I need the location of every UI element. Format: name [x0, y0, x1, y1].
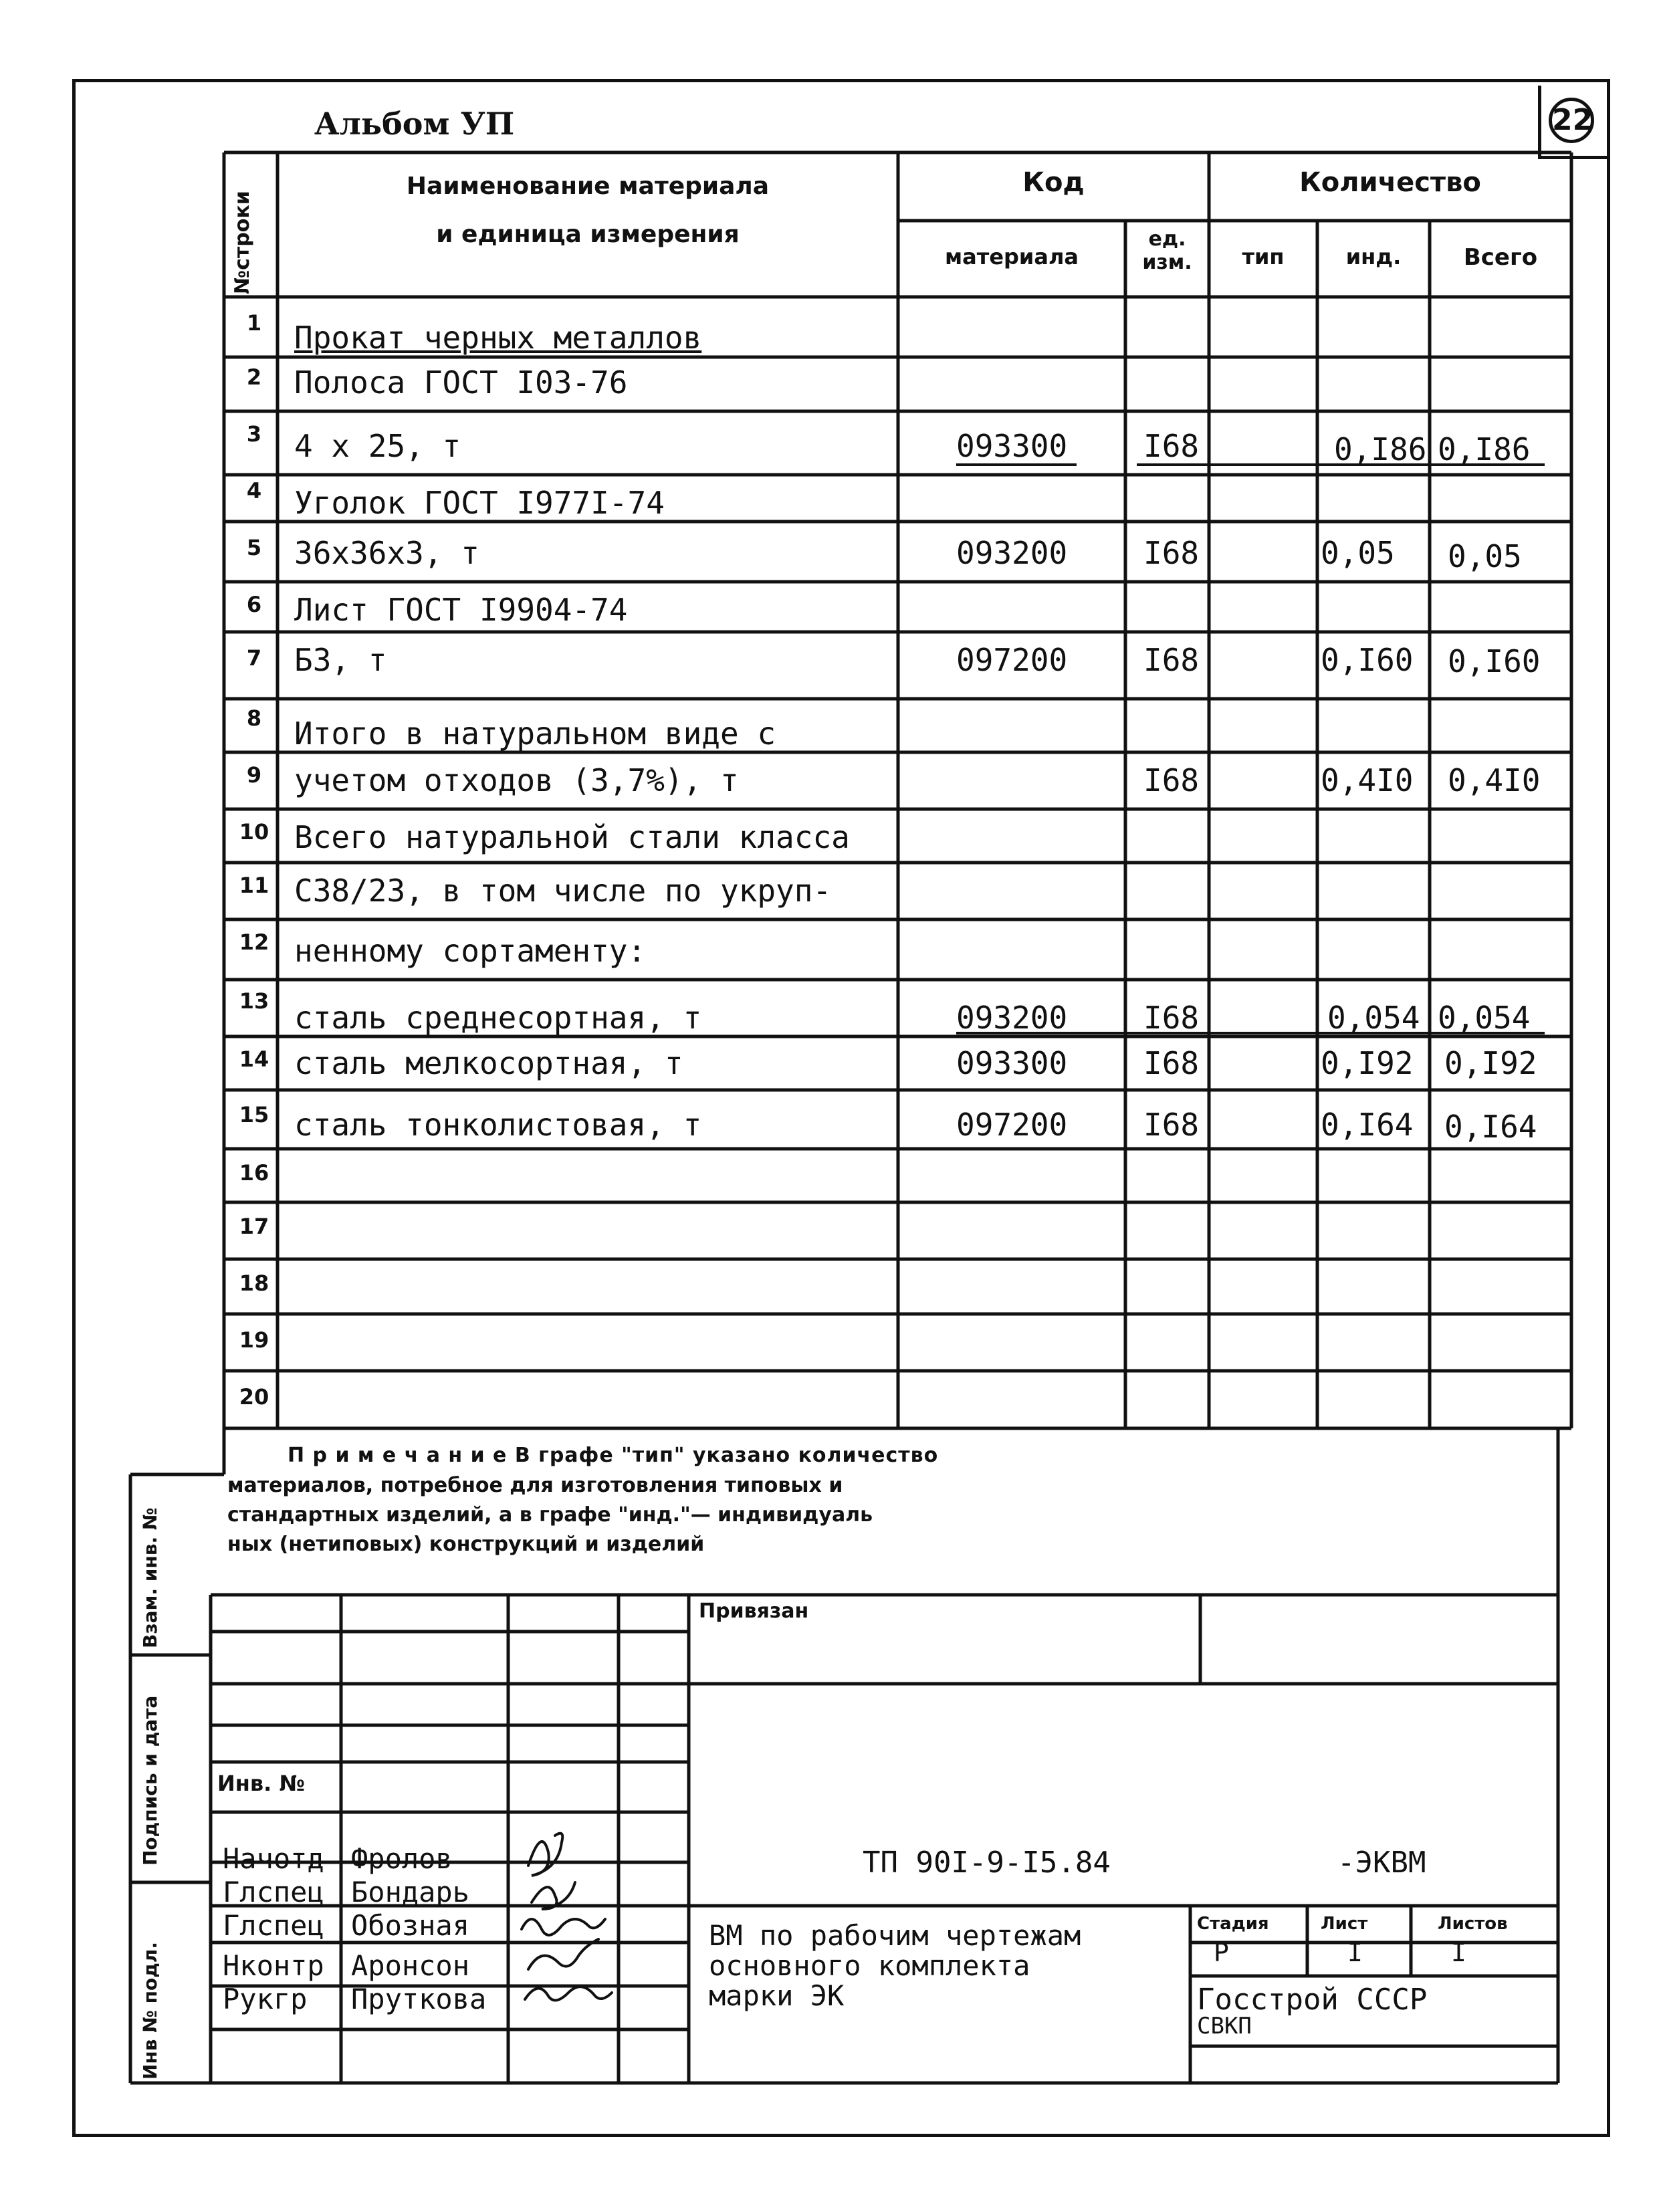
material-name: 36х36х3, т: [294, 535, 479, 571]
role-label: Нконтр: [223, 1949, 324, 1982]
row-number-header: №строки: [231, 191, 254, 294]
album-title: Альбом УП: [314, 106, 515, 142]
row-number: 8: [246, 705, 262, 731]
role-label: Глспец: [223, 1909, 324, 1942]
material-name: 4 х 25, т: [294, 428, 461, 464]
signature-frolov: [528, 1834, 562, 1876]
row-number: 17: [239, 1214, 269, 1239]
ind-value: 0,054: [1327, 1000, 1420, 1036]
material-name: учетом отходов (3,7%), т: [294, 762, 739, 798]
row-number: 4: [246, 478, 262, 504]
total-value: 0,I64: [1444, 1109, 1537, 1145]
material-name: Всего натуральной стали класса: [294, 819, 850, 855]
tip-header: тип: [1242, 244, 1285, 269]
total-value: 0,I92: [1444, 1045, 1537, 1081]
total-header: Всего: [1463, 244, 1538, 271]
signature-oboznaya: [522, 1919, 605, 1935]
material-name: Б3, т: [294, 642, 387, 678]
quantity-header: Количество: [1299, 167, 1481, 198]
unit-header-line1: ед.: [1148, 227, 1186, 251]
unit-code: I68: [1143, 1107, 1200, 1143]
material-code: 093300: [956, 428, 1068, 464]
row-number: 7: [246, 645, 262, 671]
unit-code: I68: [1143, 535, 1200, 571]
unit-header-line2: изм.: [1142, 251, 1192, 274]
ind-value: 0,I92: [1321, 1045, 1414, 1081]
row-number: 6: [246, 592, 262, 617]
material-code: 097200: [956, 1107, 1068, 1143]
signature-aronson: [528, 1939, 598, 1969]
row-number: 19: [239, 1327, 269, 1353]
org-line2: СВКП: [1197, 2013, 1252, 2039]
person-name: Пруткова: [351, 1983, 487, 2015]
material-name: Полоса ГОСТ I03-76: [294, 364, 628, 401]
material-name: Уголок ГОСТ I977I-74: [294, 485, 665, 521]
material-name: С38/23, в том числе по укруп-: [294, 873, 832, 909]
inv-no-label: Инв. №: [217, 1771, 305, 1796]
stage-label: Стадия: [1197, 1914, 1269, 1934]
code-header: Код: [1022, 167, 1085, 198]
role-label: Начотд: [223, 1842, 324, 1875]
material-code: 093300: [956, 1045, 1068, 1081]
total-value: 0,054: [1438, 1000, 1531, 1036]
side-label-sign-date: Подпись и дата: [139, 1695, 161, 1866]
material-code: 093200: [956, 535, 1068, 571]
unit-code: I68: [1143, 428, 1200, 464]
unit-code: I68: [1143, 1045, 1200, 1081]
row-number: 5: [246, 535, 262, 560]
stage-value: Р: [1214, 1938, 1229, 1967]
material-code: 097200: [956, 642, 1068, 678]
material-header: материала: [945, 244, 1079, 269]
material-code: 093200: [956, 1000, 1068, 1036]
side-label-vzam-inv: Взам. инв. №: [139, 1507, 161, 1648]
row-number: 16: [239, 1160, 269, 1186]
person-name: Бондарь: [351, 1876, 470, 1908]
ind-value: 0,I86: [1334, 431, 1427, 467]
signature-bondar: [532, 1882, 575, 1909]
unit-code: I68: [1143, 1000, 1200, 1036]
row-number: 14: [239, 1046, 269, 1072]
total-value: 0,I60: [1448, 643, 1541, 679]
material-name: Итого в натуральном виде с: [294, 715, 776, 752]
row-number: 9: [246, 762, 262, 788]
doc-code: ТП 90I-9-I5.84: [863, 1846, 1111, 1880]
row-number: 3: [246, 421, 262, 447]
stamp-title-line3: марки ЭК: [709, 1979, 845, 2012]
person-name: Аронсон: [351, 1949, 470, 1982]
name-header-line1: Наименование материала: [406, 173, 770, 200]
unit-code: I68: [1143, 642, 1200, 678]
row-number: 2: [246, 364, 262, 390]
total-value: 0,4I0: [1448, 762, 1541, 798]
stamp-title-line1: ВМ по рабочим чертежам: [709, 1919, 1081, 1952]
row-number: 20: [239, 1384, 269, 1410]
ind-value: 0,4I0: [1321, 762, 1414, 798]
total-value: 0,05: [1448, 538, 1522, 574]
material-name: сталь среднесортная, т: [294, 1000, 702, 1036]
person-name: Фролов: [351, 1842, 453, 1875]
unit-code: I68: [1143, 762, 1200, 798]
material-name: Лист ГОСТ I9904-74: [294, 592, 628, 628]
stamp-title-line2: основного комплекта: [709, 1949, 1030, 1982]
material-name: сталь мелкосортная, т: [294, 1045, 683, 1081]
org-line1: Госстрой СССР: [1197, 1983, 1428, 2017]
sheets-value: I: [1451, 1938, 1466, 1967]
role-label: Рукгр: [223, 1983, 308, 2015]
role-label: Глспец: [223, 1876, 324, 1908]
note-line-3: стандартных изделий, а в графе "инд."— индивидуаль: [227, 1503, 873, 1527]
row-number: 10: [239, 819, 269, 845]
sheet-label: Лист: [1321, 1914, 1368, 1934]
note-line-1: П р и м е ч а н и е В графе "тип" указано количество: [288, 1444, 939, 1467]
page-number: 22: [1549, 98, 1594, 143]
ind-header: инд.: [1345, 244, 1402, 269]
side-label-inv-orig: Инв № подл.: [139, 1941, 161, 2080]
note-line-2: материалов, потребное для изготовления типовых и: [227, 1474, 843, 1497]
doc-suffix: -ЭКВМ: [1337, 1846, 1426, 1880]
row-number: 13: [239, 988, 269, 1014]
person-name: Обозная: [351, 1909, 470, 1942]
material-name: Прокат черных металлов: [294, 320, 702, 356]
note-line-4: ных (нетиповых) конструкций и изделий: [227, 1533, 705, 1556]
row-number: 1: [246, 310, 262, 336]
ind-value: 0,I64: [1321, 1107, 1414, 1143]
sheet-value: I: [1347, 1938, 1363, 1967]
ind-value: 0,I60: [1321, 642, 1414, 678]
name-header-line2: и единица измерения: [436, 221, 740, 248]
privyazan-label: Привязан: [699, 1599, 809, 1623]
material-name: ненному сортаменту:: [294, 933, 647, 969]
total-value: 0,I86: [1438, 431, 1531, 467]
row-number: 18: [239, 1270, 269, 1296]
sheets-label: Листов: [1438, 1914, 1508, 1934]
row-number: 11: [239, 873, 269, 898]
material-name: сталь тонколистовая, т: [294, 1107, 702, 1143]
ind-value: 0,05: [1321, 535, 1395, 571]
row-number: 15: [239, 1102, 269, 1127]
row-number: 12: [239, 929, 269, 955]
signature-prutkova: [525, 1987, 612, 2000]
